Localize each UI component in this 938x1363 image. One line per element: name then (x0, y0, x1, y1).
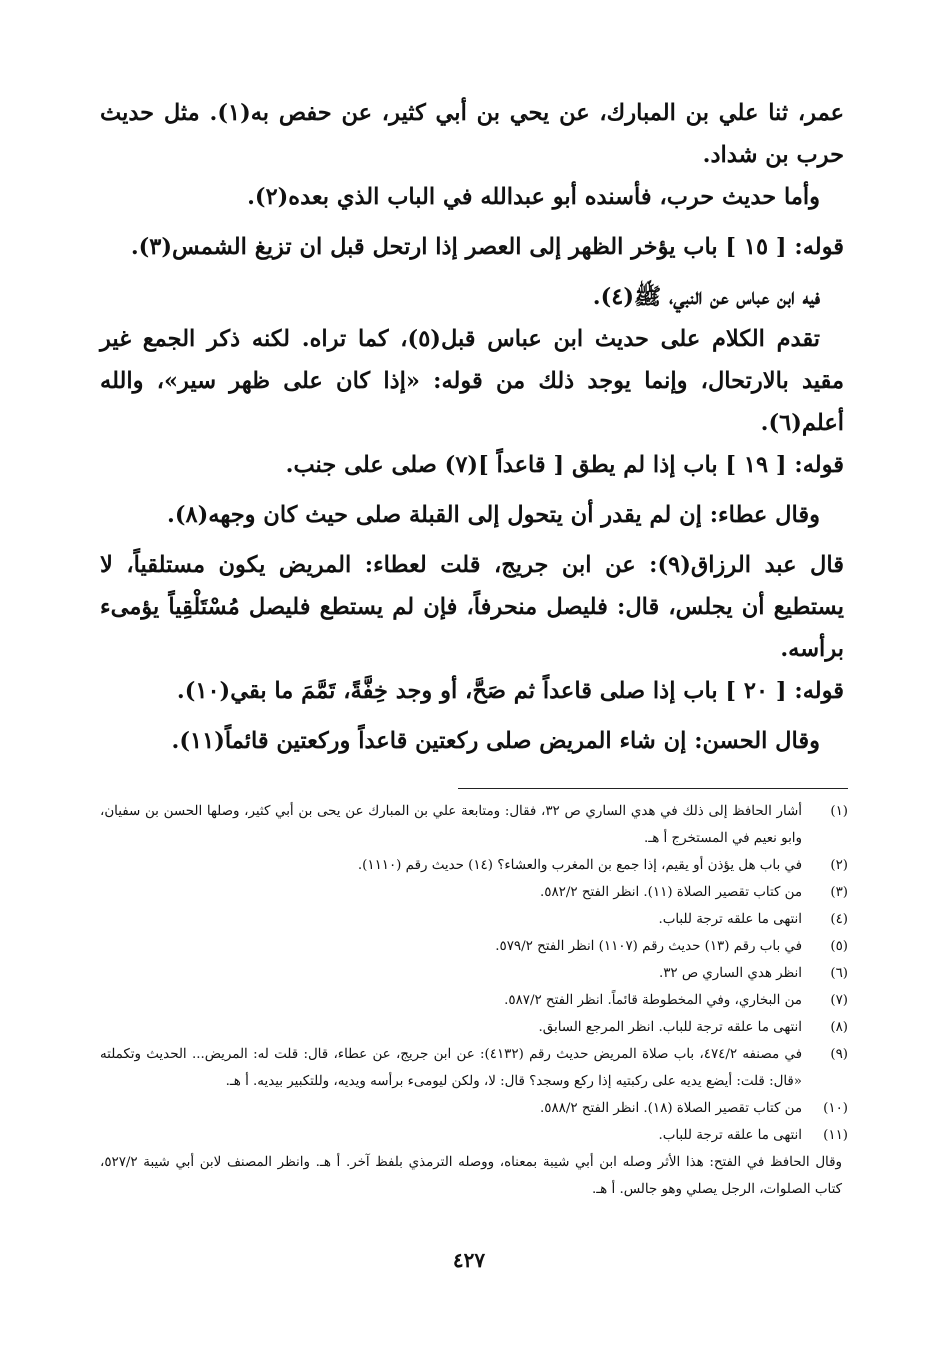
body-paragraph: وأما حديث حرب، فأسنده أبو عبدالله في الباب الذي بعده(٢). (247, 184, 820, 210)
footnote-text: من كتاب تقصير الصلاة (١٨). انظر الفتح ٥٨٨/٢. (540, 1101, 802, 1116)
footnote-text: من البخاري، وفي المخطوطة قائماً. انظر الفتح ٥٨٧/٢. (504, 993, 802, 1008)
footnote-text: من كتاب تقصير الصلاة (١١). انظر الفتح ٥٨٢/٢. (540, 885, 802, 900)
footnote (100, 1095, 848, 1122)
footnotes-section (100, 798, 848, 1203)
footnote-number: (١٠) (823, 1101, 848, 1116)
footnote-text: أشار الحافظ إلى ذلك في هدي الساري ص ٣٢، فقال: ومتابعة علي بن المبارك عن يحى بن أبي كثير، وصلها الحسن بن سفيان، وابو نعيم في المستخرج أ هـ. (100, 804, 802, 846)
footnote-number: (٦) (830, 966, 848, 981)
footnote-text: انتهى ما علقه ترجة للباب. (658, 1128, 802, 1143)
body-paragraph: قال عبد الرزاق(٩): عن ابن جريج، قلت لعطاء: المريض يكون مستلقياً، لا يستطيع أن يجلس، قال: فليصل منحرفاً، فإن لم يستطع فليصل مُسْتَلْقِياً يؤمىء برأسه. (100, 552, 844, 662)
footnote-separator (458, 788, 848, 789)
footnote (100, 933, 848, 960)
footnote (100, 987, 848, 1014)
body-paragraph: قوله: [ ١٩ ] باب إذا لم يطق [ قاعداً ](٧) صلى على جنب. (285, 452, 844, 478)
footnote-number: (٨) (830, 1020, 848, 1035)
footnote-text: انتهى ما علقه ترجة للباب. (658, 912, 802, 927)
footnote-list (100, 798, 848, 1149)
body-paragraph: قوله: [ ١٥ ] باب يؤخر الظهر إلى العصر إذا ارتحل قبل ان تزيغ الشمس(٣). (130, 234, 844, 260)
footnote-number: (٥) (830, 939, 848, 954)
body-paragraph: قوله: [ ٢٠ ] باب إذا صلى قاعداً ثم صَحَّ، أو وجد خِفَّةً، تَمَّمَ ما بقي(١٠). (176, 678, 844, 704)
footnote (100, 906, 848, 933)
footnote-text: انظر هدي الساري ص ٣٢. (658, 966, 802, 981)
footnote (100, 879, 848, 906)
footnote-number: (١١) (823, 1128, 848, 1143)
footnote-text: في باب رقم (١٣) حديث رقم (١١٠٧) انظر الفتح ٥٧٩/٢. (495, 939, 802, 954)
footnote-text: انتهى ما علقه ترجة للباب. انظر المرجع السابق. (538, 1020, 802, 1035)
footnote-number: (٩) (830, 1047, 848, 1062)
footnote-number: (٢) (830, 858, 848, 873)
footnote (100, 798, 848, 852)
body-paragraph: وقال الحسن: إن شاء المريض صلى ركعتين قاعداً وركعتين قائماً(١١). (171, 728, 820, 754)
body-paragraph: فيه ابن عباس عن النبي، ﷺ(٤). (592, 284, 820, 310)
body-paragraph: عمر، ثنا علي بن المبارك، عن يحي بن أبي كثير، عن حفص به(١). مثل حديث حرب بن شداد. (100, 100, 844, 168)
main-text (100, 92, 844, 762)
footnote-continuation: وقال الحافظ في الفتح: هذا الأثر وصله ابن أبي شيبة بمعناه، ووصله الترمذي بلفظ آخر. أ هـ. وانظر المصنف لابن أبي شيبة ٥٢٧/٢، كتاب الصلوات، الرجل يصلي وهو جالس. أ هـ. (100, 1155, 842, 1197)
footnote (100, 1122, 848, 1149)
footnote-number: (٤) (830, 912, 848, 927)
footnote-number: (٧) (830, 993, 848, 1008)
footnote-text: في باب هل يؤذن أو يقيم، إذا جمع بن المغرب والعشاء؟ (١٤) حديث رقم (١١١٠). (357, 858, 802, 873)
footnote (100, 960, 848, 987)
page-number: ٤٢٧ (452, 1248, 486, 1272)
body-paragraph: تقدم الكلام على حديث ابن عباس قبل(٥)، كما تراه. لكنه ذكر الجمع غير مقيد بالارتحال، وإنما يوجد ذلك من قوله: «إذا كان على ظهر سير»، والله أعلم(٦). (100, 326, 844, 436)
footnote-number: (٣) (830, 885, 848, 900)
footnote (100, 1041, 848, 1095)
footnote-text: في مصنفه ٤٧٤/٢، باب صلاة المريض حديث رقم (٤١٣٢): عن ابن جريج، عن عطاء، قال: قلت له: المريض... الحديث وتكملته «قال: قلت: أيضع يديه على ركبتيه إذا ركع وسجد؟ قال: لا، ولكن ليومىء برأسه ويديه، وللتكبير بيديه. أ هـ. (100, 1047, 802, 1089)
footnote (100, 852, 848, 879)
footnote-number: (١) (830, 804, 848, 819)
footnote (100, 1014, 848, 1041)
body-paragraph: وقال عطاء: إن لم يقدر أن يتحول إلى القبلة صلى حيث كان وجهه(٨). (167, 502, 820, 528)
